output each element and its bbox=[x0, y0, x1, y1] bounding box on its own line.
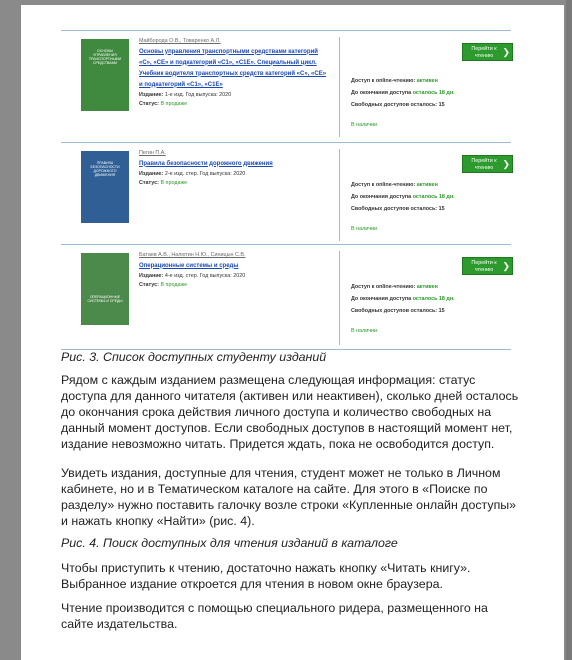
document-page bbox=[21, 5, 564, 660]
read-button[interactable] bbox=[462, 155, 513, 173]
access-info bbox=[351, 281, 511, 337]
book-authors[interactable]: Майборода О.В., Товаренко А.Л. bbox=[139, 38, 221, 44]
edition-label: Издание: bbox=[139, 272, 164, 279]
read-button-label: Перейти к чтению bbox=[471, 158, 497, 171]
stock-status: В наличии bbox=[351, 328, 378, 334]
book-meta bbox=[139, 149, 331, 189]
chevron-right-icon: ❯ bbox=[502, 261, 510, 271]
book-title-link[interactable]: Правила безопасности дорожного движения bbox=[139, 160, 273, 167]
book-authors[interactable]: Батаев А.В., Налютин Н.Ю., Синицын С.В. bbox=[139, 252, 246, 258]
access-value: активен bbox=[416, 182, 438, 188]
cover-title: ОПЕРАЦИОННЫЕ СИСТЕМЫ И СРЕДЫ bbox=[87, 295, 123, 303]
free-access-count: Свободных доступов осталось: 15 bbox=[351, 308, 445, 314]
chevron-right-icon: ❯ bbox=[502, 159, 510, 169]
book-authors[interactable]: Пегин П.А. bbox=[139, 150, 166, 156]
access-value: активен bbox=[416, 284, 438, 290]
divider bbox=[339, 149, 340, 241]
status-label: Статус: bbox=[139, 180, 159, 186]
stock-status: В наличии bbox=[351, 226, 378, 232]
expires-value: осталось 18 дн. bbox=[412, 90, 455, 96]
book-cover[interactable] bbox=[81, 151, 129, 223]
free-access-count: Свободных доступов осталось: 15 bbox=[351, 102, 445, 108]
expires-value: осталось 18 дн. bbox=[412, 194, 455, 200]
book-meta bbox=[139, 251, 331, 291]
paragraph-3: Чтобы приступить к чтению, достаточно нажать кнопку «Читать книгу». Выбранное издание откроется для чтения в новом окне браузера. bbox=[61, 561, 471, 591]
book-title-link[interactable]: Операционные системы и среды bbox=[139, 262, 239, 269]
book-item bbox=[61, 142, 511, 245]
expires-label: До окончания доступа bbox=[351, 296, 412, 302]
book-title-link[interactable]: Основы управления транспортными средствами категорий «С», «СЕ» и подкатегорий «С1», «С1Е». Специальный цикл. Учебник водителя транспортных средств категорий «С», «СЕ» и подкатегорий «С1», «С1Е» bbox=[139, 48, 327, 88]
edition-value: 2-е изд. стер. Год выпуска: 2020 bbox=[164, 170, 246, 177]
edition-label: Издание: bbox=[139, 91, 164, 98]
access-info bbox=[351, 179, 511, 235]
cover-title: ПРАВИЛА БЕЗОПАСНОСТИ ДОРОЖНОГО ДВИЖЕНИЯ bbox=[90, 161, 120, 177]
status-value: В продаже bbox=[160, 282, 188, 288]
figure-caption-3: Рис. 3. Список доступных студенту изданий bbox=[61, 350, 327, 364]
edition-value: 1-е изд. Год выпуска: 2020 bbox=[164, 91, 232, 98]
access-value: активен bbox=[416, 78, 438, 84]
paragraph-1: Рядом с каждым изданием размещена следующая информация: статус доступа для данного читателя (активен или неактивен), сколько дней осталось до окончания срока действия личного доступа и количество свободных на данный момент доступов. Если свободных доступов в настоящий момент нет, издание невозможно читать. Придется ждать, пока не освободится доступ. bbox=[61, 373, 519, 451]
paragraph-4: Чтение производится с помощью специального ридера, размещенного на сайте издательства. bbox=[61, 601, 488, 631]
read-button-label: Перейти к чтению bbox=[471, 46, 497, 59]
cover-title: ОСНОВЫ УПРАВЛЕНИЯ ТРАНСПОРТНЫМИ СРЕДСТВАМИ bbox=[88, 49, 122, 65]
book-item bbox=[61, 30, 511, 143]
figure-caption-4: Рис. 4. Поиск доступных для чтения изданий в каталоге bbox=[61, 536, 398, 550]
status-value: В продаже bbox=[160, 101, 188, 107]
book-cover[interactable] bbox=[81, 253, 129, 325]
status-value: В продаже bbox=[160, 180, 188, 186]
scrollbar[interactable] bbox=[566, 0, 572, 660]
book-meta bbox=[139, 37, 331, 110]
expires-label: До окончания доступа bbox=[351, 194, 412, 200]
read-button[interactable] bbox=[462, 257, 513, 275]
status-label: Статус: bbox=[139, 282, 159, 288]
edition-value: 4-е изд. стер. Год выпуска: 2020 bbox=[164, 272, 246, 279]
chevron-right-icon: ❯ bbox=[502, 47, 510, 57]
free-access-count: Свободных доступов осталось: 15 bbox=[351, 206, 445, 212]
access-info bbox=[351, 75, 511, 131]
status-label: Статус: bbox=[139, 101, 159, 107]
edition-label: Издание: bbox=[139, 170, 164, 177]
stock-status: В наличии bbox=[351, 122, 378, 128]
divider bbox=[339, 251, 340, 345]
book-cover[interactable] bbox=[81, 39, 129, 111]
access-label: Доступ к online-чтению: bbox=[351, 78, 416, 84]
read-button[interactable] bbox=[462, 43, 513, 61]
access-label: Доступ к online-чтению: bbox=[351, 182, 416, 188]
read-button-label: Перейти к чтению bbox=[471, 260, 497, 273]
divider bbox=[339, 37, 340, 137]
access-label: Доступ к online-чтению: bbox=[351, 284, 416, 290]
book-item bbox=[61, 244, 511, 350]
paragraph-2: Увидеть издания, доступные для чтения, студент может не только в Личном кабинете, но и в Тематическом каталоге на сайте. Для этого в «Поиске по разделу» нужно поставить галочку возле строки «Купленные онлайн доступы» и нажать кнопку «Найти» (рис. 4). bbox=[61, 466, 517, 528]
expires-value: осталось 18 дн. bbox=[412, 296, 455, 302]
expires-label: До окончания доступа bbox=[351, 90, 412, 96]
